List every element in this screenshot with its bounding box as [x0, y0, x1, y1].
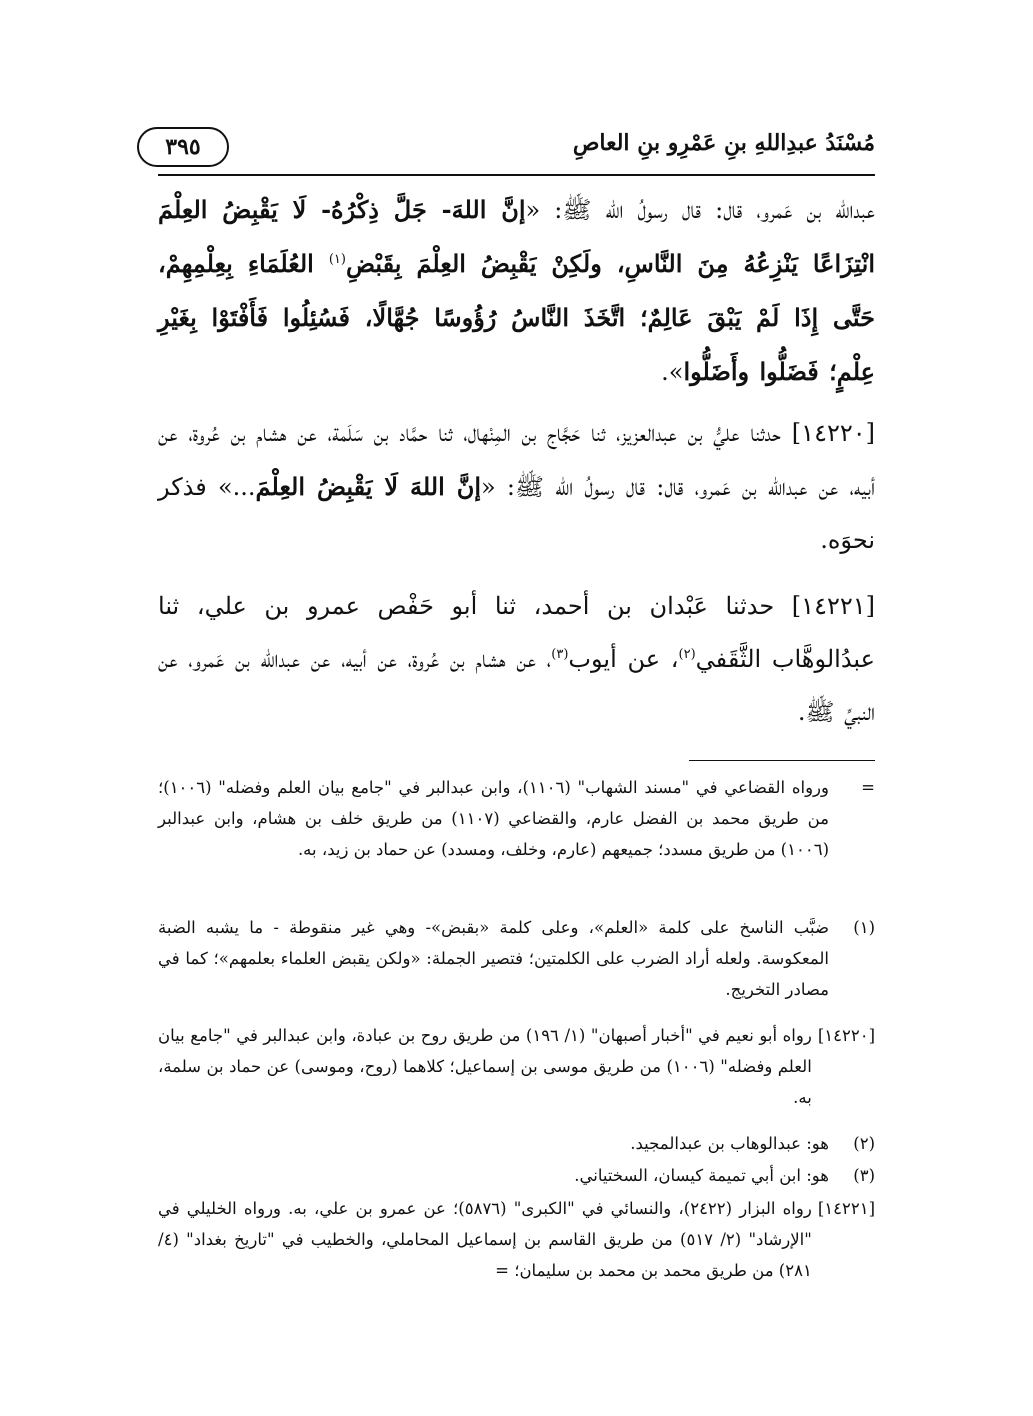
footnote-mark: (١): [853, 918, 875, 937]
intro-hadith-bold-2: العُلَمَاءِ بِعِلْمِهِمْ، حَتَّى إِذَا لَمْ يَبْقَ عَالِمٌ؛ اتَّخَذَ النَّاسُ رُؤُوسًا جُهَّالًا، فَسُئِلُوا فَأَفْتَوْا بِغَيْرِ عِلْمٍ؛ فَضَلُّوا وأَضَلُّوا: [158, 249, 875, 386]
page-number-badge: [137, 127, 229, 167]
footnote-2: [158, 1128, 875, 1159]
hadith-14220-text-1: حدثنا عليُّ بن عبدالعزيز، ثنا حَجَّاج بن المِنْهال، ثنا حمَّاد بن سَلَمة، عن هشام بن عُروة، عن أبيه، عن عبدالله بن عَمرو، قال: قال رسولُ الله ﷺ: «: [158, 419, 876, 501]
footnote-text: ورواه القضاعي في "مسند الشهاب" (١١٠٦)، وابن عبدالبر في "جامع بيان العلم وفضله" (١٠٠٦)؛ من طريق محمد بن الفضل عارم، والقضاعي (١١٠٧) من طريق خلف بن هشام، وابن عبدالبر (١٠٠٦) من طريق مسدد؛ جميعهم (عارم، وخلف، ومسدد) عن حماد بن زيد، به.: [158, 778, 829, 859]
hadith-14220-text-2: ...» فذكر نحوَه.: [158, 473, 875, 554]
footnote-text: ضبَّب الناسخ على كلمة «العلم»، وعلى كلمة «بقبض»- وهي غير منقوطة - ما يشبه الضبة المعكوسة. ولعله أراد الضرب على الكلمتين؛ فتصير الجملة: «ولكن يقبض العلماء بعلمهم»؛ كما في مصادر التخريج.: [158, 918, 829, 999]
footnote-mark: =: [861, 778, 875, 797]
hadith-14221-text-3: ، عن هشام بن عُروة، عن أبيه، عن عبدالله بن عَمرو، عن النبيِّ ﷺ.: [158, 645, 875, 726]
intro-text-1: عبدالله بن عَمرو، قال: قال رسولُ الله ﷺ: «: [525, 196, 875, 224]
footnote-text: رواه البزار (٢٤٢٢)، والنسائي في "الكبرى" (٥٨٧٦)؛ عن عمرو بن علي، به. ورواه الخليلي في "الإرشاد" (٢/ ٥١٧) من طريق القاسم بن إسماعيل المحاملي، والخطيب في "تاريخ بغداد" (٤/ ٢٨١) من طريق محمد بن محمد بن سليمان؛ =: [158, 1199, 812, 1280]
footnote-14221: [158, 1193, 875, 1286]
hadith-14221-text-1: حدثنا عَبْدان بن أحمد، ثنا أبو حَفْص عمرو بن علي، ثنا عبدُالوهَّاب الثَّقَفي: [158, 592, 875, 673]
header-rule: [158, 174, 875, 176]
hadith-14220-bold: إنَّ اللهَ لَا يَقْبِضُ العِلْمَ: [255, 472, 482, 501]
hadith-14221-text-2: ، عن أيوب: [568, 645, 679, 673]
footnote-text: رواه أبو نعيم في "أخبار أصبهان" (١/ ١٩٦) من طريق روح بن عبادة، وابن عبدالبر في "جامع بيان العلم وفضله" (١٠٠٦) من طريق موسى بن إسماعيل؛ كلاهما (روح، وموسى) عن حماد بن سلمة، به.: [158, 1026, 812, 1107]
hadith-text-intro: [158, 183, 875, 399]
footnote-separator: [689, 760, 875, 761]
footnote-mark: (٣): [853, 1166, 875, 1185]
footnote-14220: [158, 1020, 875, 1113]
footnote-mark: [١٤٢٢١]: [817, 1199, 875, 1218]
footnote-mark: [١٤٢٢٠]: [817, 1026, 875, 1045]
footnote-text: هو: ابن أبي تميمة كيسان، السختياني.: [574, 1166, 829, 1185]
footnote-text: هو: عبدالوهاب بن عبدالمجيد.: [630, 1134, 829, 1153]
footnote-ref-3: (٣): [551, 647, 569, 662]
intro-hadith-bold-1: إنَّ اللهَ- جَلَّ ذِكْرُهُ- لَا يَقْبِضُ العِلْمَ انْتِزَاعًا يَنْزِعُهُ مِنَ النَّاسِ، ولَكِنْ يَقْبِضُ العِلْمَ بِقَبْضِ: [158, 195, 876, 278]
hadith-number-14221: [١٤٢٢١]: [791, 592, 875, 620]
running-header-title: مُسْنَدُ عبدِاللهِ بنِ عَمْرِو بنِ العاصِ: [572, 130, 875, 156]
footnote-1: [158, 912, 875, 1005]
intro-text-2: ».: [661, 358, 684, 386]
hadith-14221: [158, 580, 875, 739]
footnote-continuation: [158, 772, 875, 865]
hadith-number-14220: [١٤٢٢٠]: [791, 419, 875, 447]
page-number: ٣٩٥: [165, 134, 201, 160]
footnote-mark: (٢): [853, 1134, 875, 1153]
footnote-ref-2: (٢): [678, 647, 696, 662]
footnote-3: [158, 1160, 875, 1191]
hadith-14220: [158, 407, 875, 567]
footnote-ref-1: (١): [328, 252, 346, 267]
